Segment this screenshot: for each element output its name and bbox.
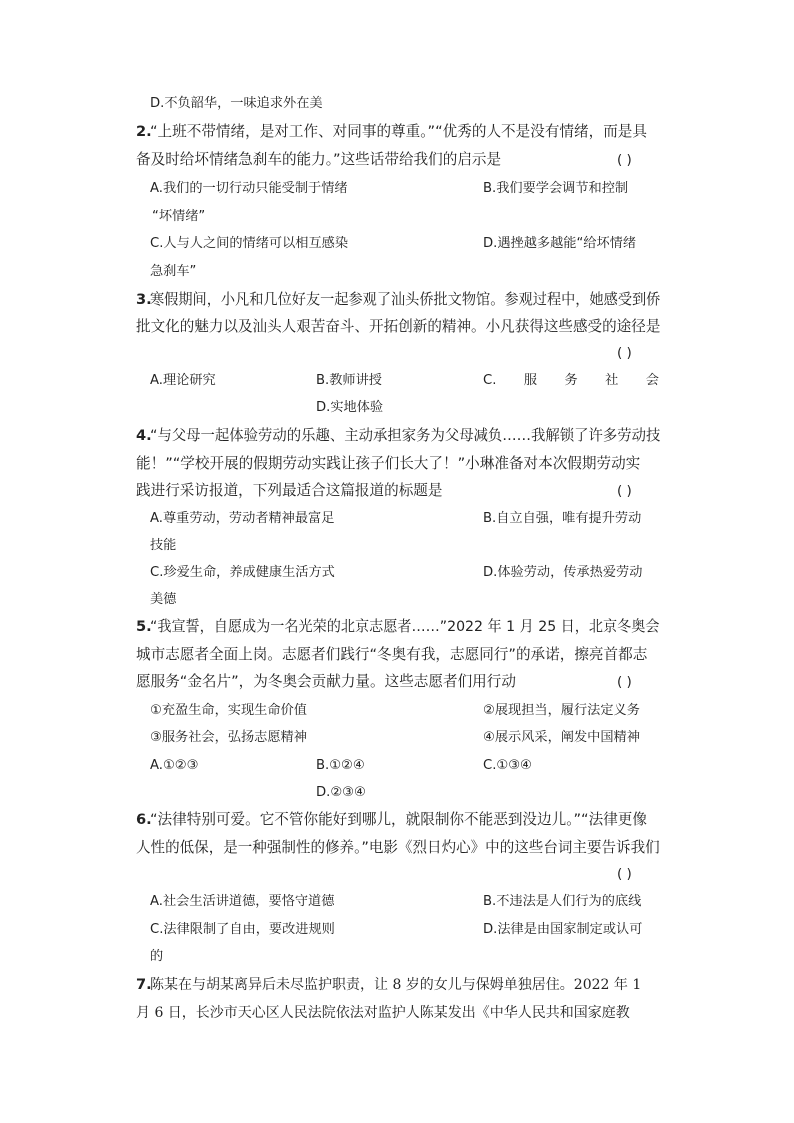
question-number: 6. <box>136 811 152 828</box>
option-b-continued: “坏情绪” <box>152 209 206 224</box>
option-a: A.我们的一切行动只能受制于情绪 <box>150 181 348 196</box>
option-b: B.我们要学会调节和控制 <box>483 181 629 196</box>
question-number: 7. <box>136 976 152 993</box>
option-d-continued: 急刹车” <box>150 264 197 279</box>
statement-3: ③服务社会，弘扬志愿精神 <box>150 730 307 745</box>
answer-blank: ( ) <box>617 345 632 361</box>
option-b: B.①②④ <box>316 758 365 773</box>
option-c <box>483 371 659 391</box>
question-stem: 寒假期间，小凡和几位好友一起参观了汕头侨批文物馆。参观过程中，她感受到侨 <box>150 291 661 308</box>
option-c: C.人与人之间的情绪可以相互感染 <box>150 236 349 251</box>
statement-4: ④展示风采，阐发中国精神 <box>483 730 640 745</box>
option-b-continued: 技能 <box>150 538 177 553</box>
option-d: D.实地体验 <box>316 400 384 415</box>
question-stem: 践进行采访报道，下列最适合这篇报道的标题是 <box>136 482 443 499</box>
question-stem: 批文化的魅力以及汕头人艰苦奋斗、开拓创新的精神。小凡获得这些感受的途径是 <box>136 318 661 335</box>
option-d: D.遇挫越多越能“给坏情绪 <box>483 236 637 251</box>
option-c-part: 务 <box>564 373 578 388</box>
answer-blank: ( ) <box>617 483 632 499</box>
question-stem: 陈某在与胡某离异后未尽监护职责，让 8 岁的女儿与保姆单独居住。2022 年 1 <box>150 977 642 993</box>
question-stem: “我宣誓，自愿成为一名光荣的北京志愿者……”2022 年 1 月 25 日，北京冬奥会 <box>150 618 660 635</box>
option-b: B.自立自强，唯有提升劳动 <box>483 511 642 526</box>
question-stem: 备及时给坏情绪急刹车的能力。”这些话带给我们的启示是 <box>136 151 502 168</box>
answer-blank: ( ) <box>617 866 632 882</box>
question-stem: 能！”“学校开展的假期劳动实践让孩子们长大了！”小琳准备对本次假期劳动实 <box>136 455 641 472</box>
option-d: D.法律是由国家制定或认可 <box>483 922 643 937</box>
option-d-continued: 美德 <box>150 592 177 607</box>
question-stem: 城市志愿者全面上岗。志愿者们践行“冬奥有我，志愿同行”的承诺，擦亮首都志 <box>136 646 648 663</box>
statement-1: ①充盈生命，实现生命价值 <box>150 703 307 718</box>
question-number: 3. <box>136 291 152 308</box>
option-d: D.体验劳动，传承热爱劳动 <box>483 565 643 580</box>
option-a: A.社会生活讲道德，要恪守道德 <box>150 894 335 909</box>
question-stem: 愿服务“金名片”，为冬奥会贡献力量。这些志愿者们用行动 <box>136 673 516 690</box>
question-stem: 人性的低保，是一种强制性的修养。”电影《烈日灼心》中的这些台词主要告诉我们 <box>136 839 660 856</box>
question-stem: “与父母一起体验劳动的乐趣、主动承担家务为父母减负……我解锁了许多劳动技 <box>150 427 661 444</box>
option-c: C.法律限制了自由，要改进规则 <box>150 922 335 937</box>
question-stem: 月 6 日，长沙市天心区人民法院依法对监护人陈某发出《中华人民共和国家庭教 <box>136 1005 630 1021</box>
option-b: B.不违法是人们行为的底线 <box>483 894 642 909</box>
question-stem: “法律特别可爱。它不管你能好到哪儿，就限制你不能恶到没边儿。”“法律更像 <box>150 811 647 828</box>
option-a: A.理论研究 <box>150 373 216 388</box>
option-c: C.①③④ <box>483 758 532 773</box>
question-number: 5. <box>136 618 152 635</box>
statement-2: ②展现担当，履行法定义务 <box>483 703 640 718</box>
option-b: B.教师讲授 <box>316 373 382 388</box>
option-c-part: C. <box>483 373 497 388</box>
option-a: A.①②③ <box>150 758 199 773</box>
option-c-part: 会 <box>645 373 659 388</box>
question-number: 2. <box>136 123 152 140</box>
option-a: A.尊重劳动，劳动者精神最富足 <box>150 511 335 526</box>
question-stem: “上班不带情绪，是对工作、对同事的尊重。”“优秀的人不是没有情绪，而是具 <box>150 123 647 140</box>
option-c-part: 服 <box>523 373 538 388</box>
answer-blank: ( ) <box>617 674 632 690</box>
prev-option-d: D.不负韶华，一味追求外在美 <box>150 96 323 111</box>
option-d: D.②③④ <box>316 785 366 800</box>
answer-blank: ( ) <box>617 152 632 168</box>
question-number: 4. <box>136 427 152 444</box>
option-d-continued: 的 <box>150 949 164 964</box>
option-c: C.珍爱生命，养成健康生活方式 <box>150 565 335 580</box>
option-c-part: 社 <box>605 373 619 388</box>
